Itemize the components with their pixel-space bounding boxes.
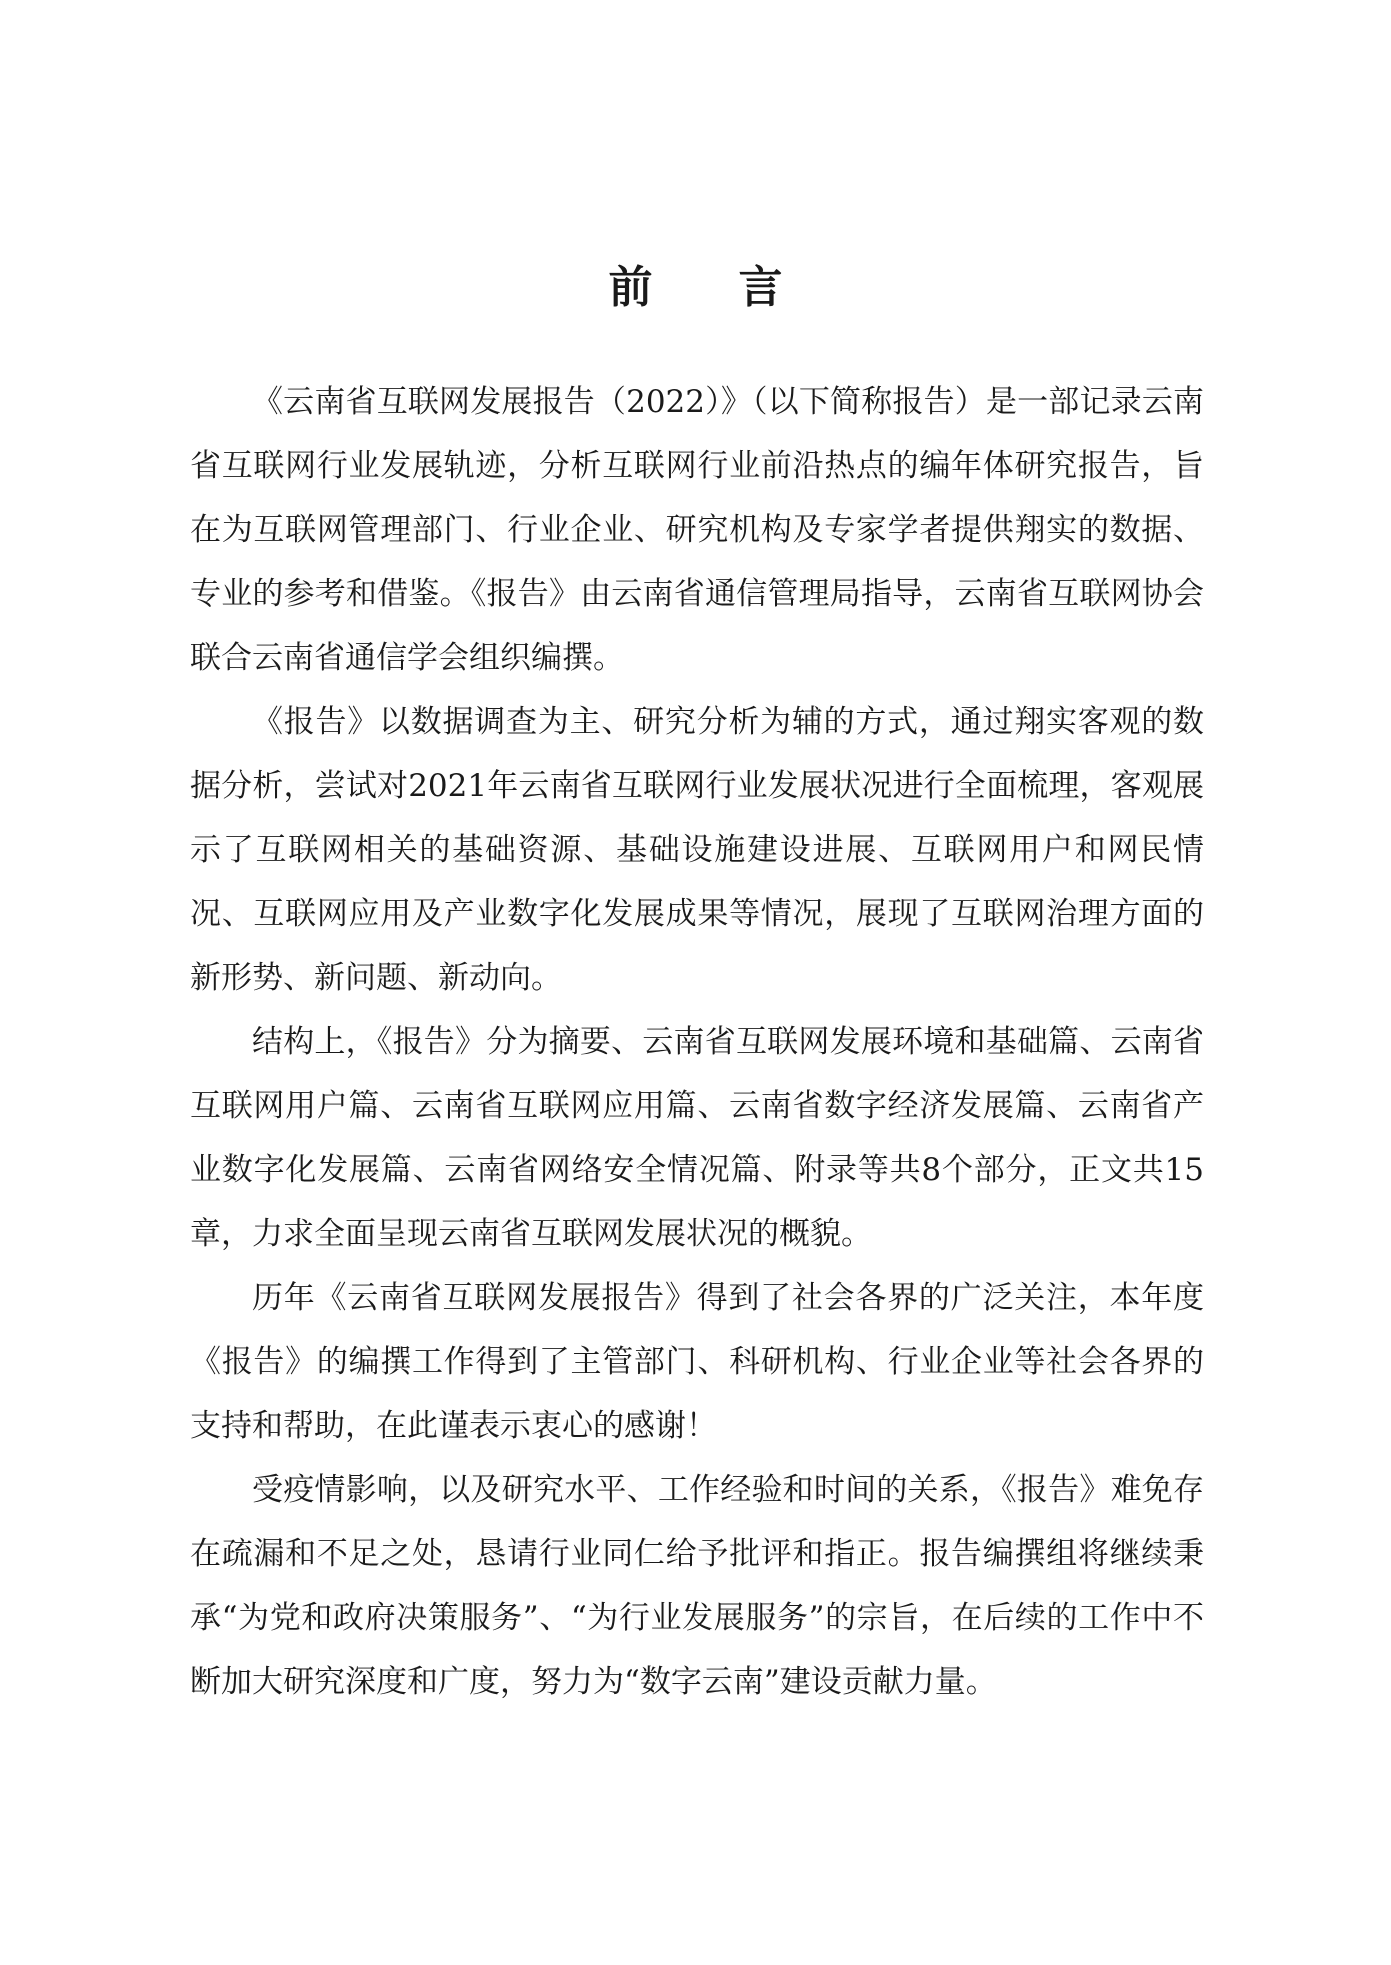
paragraph-thanks: 历年《云南省互联网发展报告》得到了社会各界的广泛关注，本年度《报告》的编撰工作得到了主管部门、科研机构、行业企业等社会各界的支持和帮助，在此谨表示衷心的感谢！ [190, 1280, 1204, 1444]
page-title: 前言 [608, 262, 869, 313]
paragraph-method: 《报告》以数据调查为主、研究分析为辅的方式，通过翔实客观的数据分析，尝试对2021年云南省互联网行业发展状况进行全面梳理，客观展示了互联网相关的基础资源、基础设施建设进展、互联网用户和网民情况、互联网应用及产业数字化发展成果等情况，展现了互联网治理方面的新形势、新问题、新动向。 [190, 704, 1204, 996]
paragraph-closing: 受疫情影响，以及研究水平、工作经验和时间的关系，《报告》难免存在疏漏和不足之处，恳请行业同仁给予批评和指正。报告编撰组将继续秉承“为党和政府决策服务”、“为行业发展服务”的宗旨，在后续的工作中不断加大研究深度和广度，努力为“数字云南”建设贡献力量。 [190, 1472, 1204, 1700]
paragraph-structure: 结构上，《报告》分为摘要、云南省互联网发展环境和基础篇、云南省互联网用户篇、云南省互联网应用篇、云南省数字经济发展篇、云南省产业数字化发展篇、云南省网络安全情况篇、附录等共8个部分，正文共15章，力求全面呈现云南省互联网发展状况的概貌。 [190, 1024, 1204, 1252]
paragraph-intro: 《云南省互联网发展报告（2022）》（以下简称报告）是一部记录云南省互联网行业发展轨迹，分析互联网行业前沿热点的编年体研究报告，旨在为互联网管理部门、行业企业、研究机构及专家学者提供翔实的数据、专业的参考和借鉴。《报告》由云南省通信管理局指导，云南省互联网协会联合云南省通信学会组织编撰。 [190, 384, 1204, 676]
document-body [190, 370, 1204, 1714]
